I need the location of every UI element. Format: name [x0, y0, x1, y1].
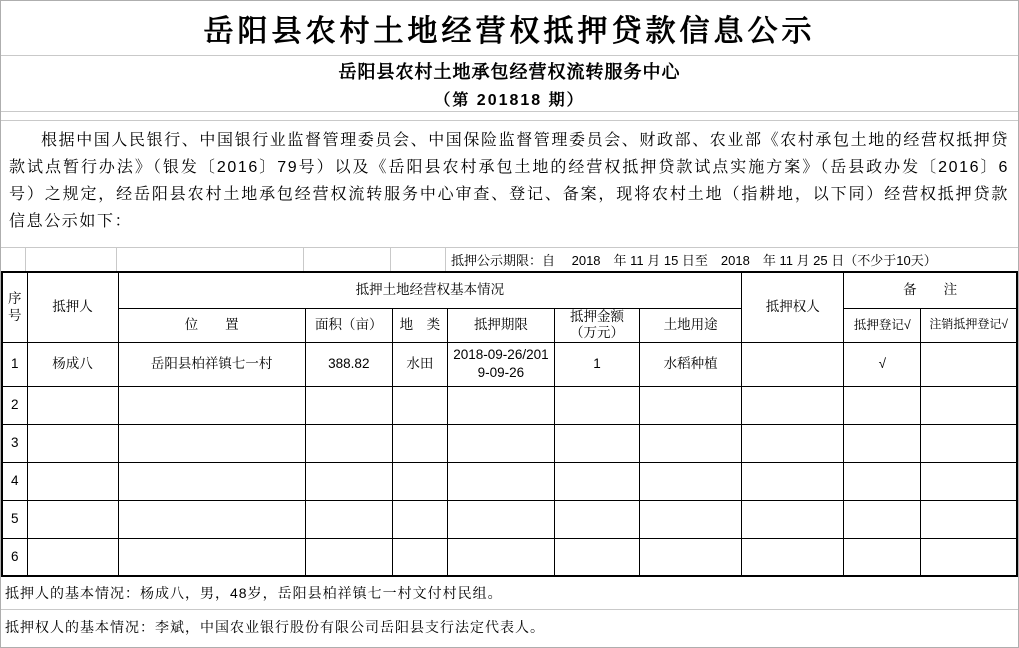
cell-deregistration [921, 424, 1017, 462]
col-header-mortgagee: 抵押权人 [742, 272, 844, 342]
mortgagee-basic-info: 抵押权人的基本情况：李斌，中国农业银行股份有限公司岳阳县支行法定代表人。 [5, 618, 545, 635]
cell-mortgagee [742, 500, 844, 538]
cell-amount [554, 462, 639, 500]
cell-location [118, 500, 305, 538]
cell-amount [554, 500, 639, 538]
page-title: 岳阳县农村土地经营权抵押贷款信息公示 [1, 1, 1018, 56]
cell-deregistration [921, 386, 1017, 424]
cell-mortgagee [742, 538, 844, 576]
col-header-seq: 序号 [2, 272, 27, 342]
cell-area [305, 462, 392, 500]
cell-registration-check [844, 424, 921, 462]
cell-usage [640, 386, 742, 424]
cell-usage: 水稻种植 [640, 342, 742, 386]
cell-location [118, 386, 305, 424]
cell-mortgagor [27, 386, 118, 424]
cell-land-type: 水田 [392, 342, 447, 386]
cell-location [118, 462, 305, 500]
cell-location [118, 424, 305, 462]
cell-land-type [392, 462, 447, 500]
cell-location [118, 538, 305, 576]
cell-mortgagee [742, 424, 844, 462]
cell-land-type [392, 538, 447, 576]
cell-mortgagor [27, 424, 118, 462]
grid-cell [26, 248, 117, 271]
cell-seq: 6 [2, 538, 27, 576]
col-header-term: 抵押期限 [447, 308, 554, 342]
cell-seq: 4 [2, 462, 27, 500]
cell-amount [554, 424, 639, 462]
table-row [2, 538, 1017, 576]
cell-registration-check [844, 386, 921, 424]
cell-term: 2018-09-26/2019-09-26 [447, 342, 554, 386]
cell-area [305, 538, 392, 576]
notice-period-row [1, 247, 1018, 271]
col-group-basic-info: 抵押土地经营权基本情况 [118, 272, 742, 308]
table-row [2, 386, 1017, 424]
cell-amount: 1 [554, 342, 639, 386]
col-header-deregistration: 注销抵押登记√ [921, 308, 1017, 342]
intro-paragraph: 根据中国人民银行、中国银行业监督管理委员会、中国保险监督管理委员会、财政部、农业部《农村承包土地的经营权抵押贷款试点暂行办法》（银发〔2016〕79号）以及《岳阳县农村承包土地的经营权抵押贷款试点实施方案》（岳县政办发〔2016〕6号）之规定，经岳阳县农村土地承包经营权流转服务中心审查、登记、备案，现将农村土地（指耕地，以下同）经营权抵押贷款信息公示如下： [9, 132, 1010, 230]
cell-usage [640, 462, 742, 500]
col-header-amount [554, 308, 639, 342]
cell-area [305, 424, 392, 462]
cell-amount [554, 538, 639, 576]
cell-seq: 5 [2, 500, 27, 538]
cell-land-type [392, 424, 447, 462]
cell-usage [640, 538, 742, 576]
cell-deregistration [921, 462, 1017, 500]
cell-area: 388.82 [305, 342, 392, 386]
cell-term [447, 462, 554, 500]
cell-deregistration [921, 538, 1017, 576]
cell-amount [554, 386, 639, 424]
cell-term [447, 424, 554, 462]
table-row [2, 424, 1017, 462]
cell-mortgagee [742, 386, 844, 424]
cell-registration-check [844, 538, 921, 576]
cell-usage [640, 500, 742, 538]
header-row-1 [2, 272, 1017, 308]
subtitle-block [1, 56, 1018, 112]
grid-cell [117, 248, 304, 271]
cell-registration-check [844, 462, 921, 500]
cell-seq: 3 [2, 424, 27, 462]
cell-mortgagor [27, 462, 118, 500]
header-row-2 [2, 308, 1017, 342]
cell-registration-check [844, 500, 921, 538]
cell-seq: 1 [2, 342, 27, 386]
col-header-usage: 土地用途 [640, 308, 742, 342]
notice-period-text: 抵押公示期限：自 2018 年 11 月 15 日至 2018 年 11 月 25 日（不少于10天） [451, 253, 937, 268]
grid-cell [304, 248, 391, 271]
col-header-mortgagor: 抵押人 [27, 272, 118, 342]
issue-number: （第 201818 期） [434, 91, 585, 109]
intro-section [1, 121, 1018, 247]
service-center-name: 岳阳县农村土地承包经营权流转服务中心 [338, 61, 681, 82]
mortgage-loan-table [1, 271, 1018, 577]
cell-mortgagee [742, 342, 844, 386]
col-header-location: 位 置 [118, 308, 305, 342]
table-row [2, 462, 1017, 500]
cell-registration-check: √ [844, 342, 921, 386]
cell-deregistration [921, 500, 1017, 538]
table-row [2, 500, 1017, 538]
col-header-amount-line1: 抵押金额 [570, 309, 625, 324]
cell-usage [640, 424, 742, 462]
cell-deregistration [921, 342, 1017, 386]
grid-cell [391, 248, 446, 271]
cell-land-type [392, 386, 447, 424]
spacer-row [1, 112, 1018, 121]
grid-cell [1, 248, 26, 271]
cell-seq: 2 [2, 386, 27, 424]
cell-mortgagor [27, 538, 118, 576]
col-header-amount-line2: （万元） [570, 325, 625, 340]
cell-term [447, 386, 554, 424]
col-group-remark: 备 注 [844, 272, 1017, 308]
cell-term [447, 538, 554, 576]
cell-area [305, 386, 392, 424]
table-row [2, 342, 1017, 386]
cell-mortgagor [27, 500, 118, 538]
cell-term [447, 500, 554, 538]
cell-mortgagee [742, 462, 844, 500]
cell-location: 岳阳县柏祥镇七一村 [118, 342, 305, 386]
mortgagor-basic-info: 抵押人的基本情况：杨成八，男，48岁，岳阳县柏祥镇七一村文付村民组。 [1, 577, 1018, 610]
col-header-area: 面积（亩） [305, 308, 392, 342]
col-header-land-type: 地 类 [392, 308, 447, 342]
cell-land-type [392, 500, 447, 538]
col-header-registration: 抵押登记√ [844, 308, 921, 342]
cell-area [305, 500, 392, 538]
cell-mortgagor: 杨成八 [27, 342, 118, 386]
